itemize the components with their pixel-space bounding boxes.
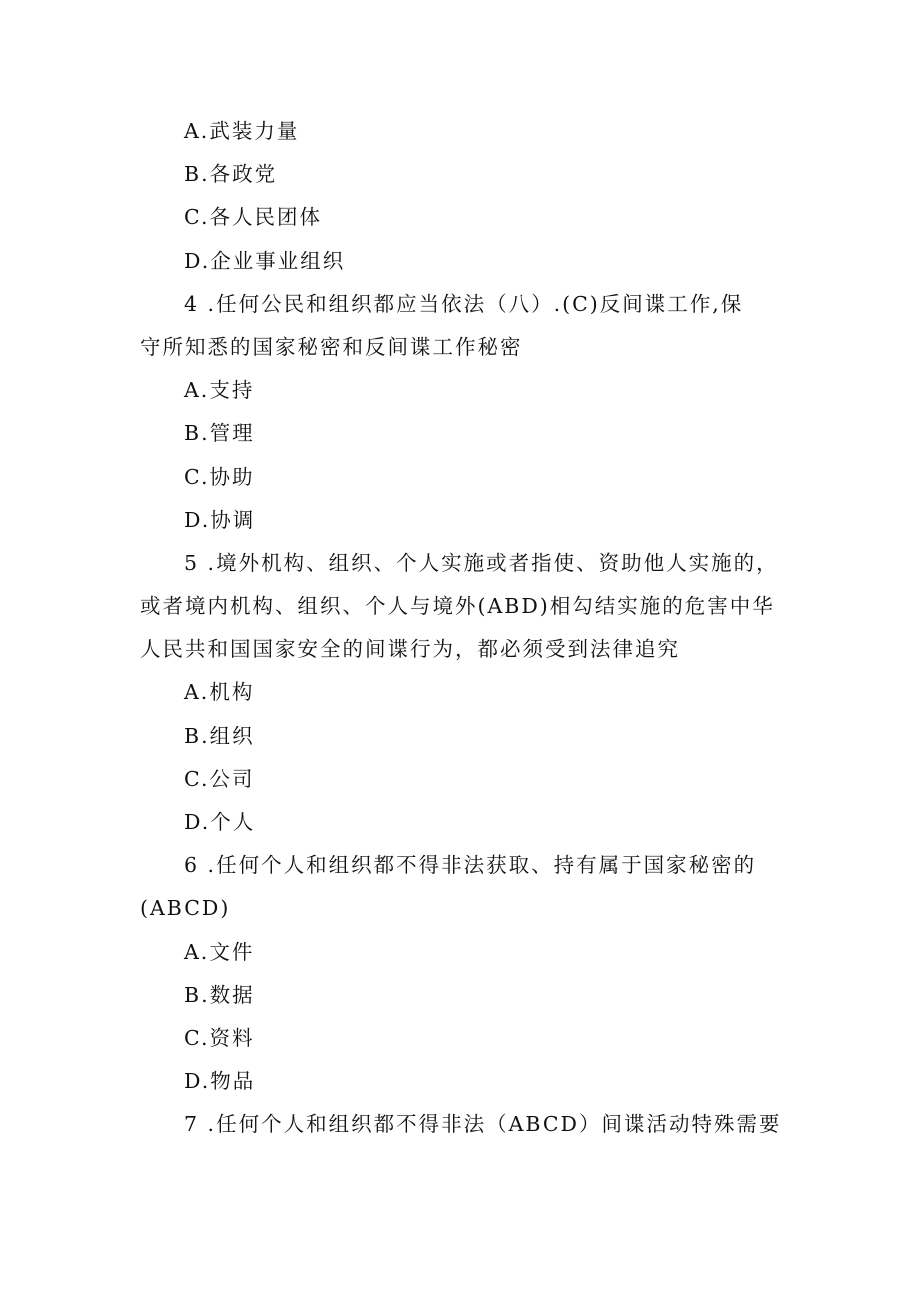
question-text-line: 人民共和国国家安全的间谍行为，都必须受到法律追究 — [140, 637, 680, 662]
answer-option: C.公司 — [184, 766, 255, 791]
question-text-line: (ABCD) — [140, 896, 231, 921]
question-text-line: 或者境内机构、组织、个人与境外(ABD)相勾结实施的危害中华 — [140, 594, 775, 619]
answer-option: A.支持 — [184, 378, 255, 403]
question-text-line: 4 .任何公民和组织都应当依法（八）.(C)反间谍工作,保 — [184, 291, 744, 316]
answer-option: C.资料 — [184, 1025, 255, 1050]
answer-option: D.企业事业组织 — [184, 248, 346, 273]
answer-option: B.数据 — [184, 982, 255, 1007]
answer-option: D.个人 — [184, 810, 256, 834]
answer-option: D.物品 — [184, 1069, 256, 1094]
answer-option: A.武装力量 — [184, 119, 300, 143]
question-text-line: 5 .境外机构、组织、个人实施或者指使、资助他人实施的， — [184, 550, 779, 575]
answer-option: C.各人民团体 — [184, 205, 322, 230]
answer-option: B.各政党 — [184, 162, 278, 187]
answer-option: D.协调 — [184, 507, 256, 532]
answer-option: C.协助 — [184, 464, 255, 489]
answer-option: A.文件 — [184, 939, 255, 964]
document-body — [140, 110, 780, 1147]
question-text-line: 6 .任何个人和组织都不得非法获取、持有属于国家秘密的 — [184, 853, 757, 878]
answer-option: B.管理 — [184, 421, 255, 446]
answer-option: B.组织 — [184, 723, 255, 748]
answer-option: A.机构 — [184, 680, 255, 705]
question-text-line: 守所知悉的国家秘密和反间谍工作秘密 — [140, 334, 523, 359]
question-text-line: 7 .任何个人和组织都不得非法（ABCD）间谍活动特殊需要 — [184, 1112, 782, 1137]
